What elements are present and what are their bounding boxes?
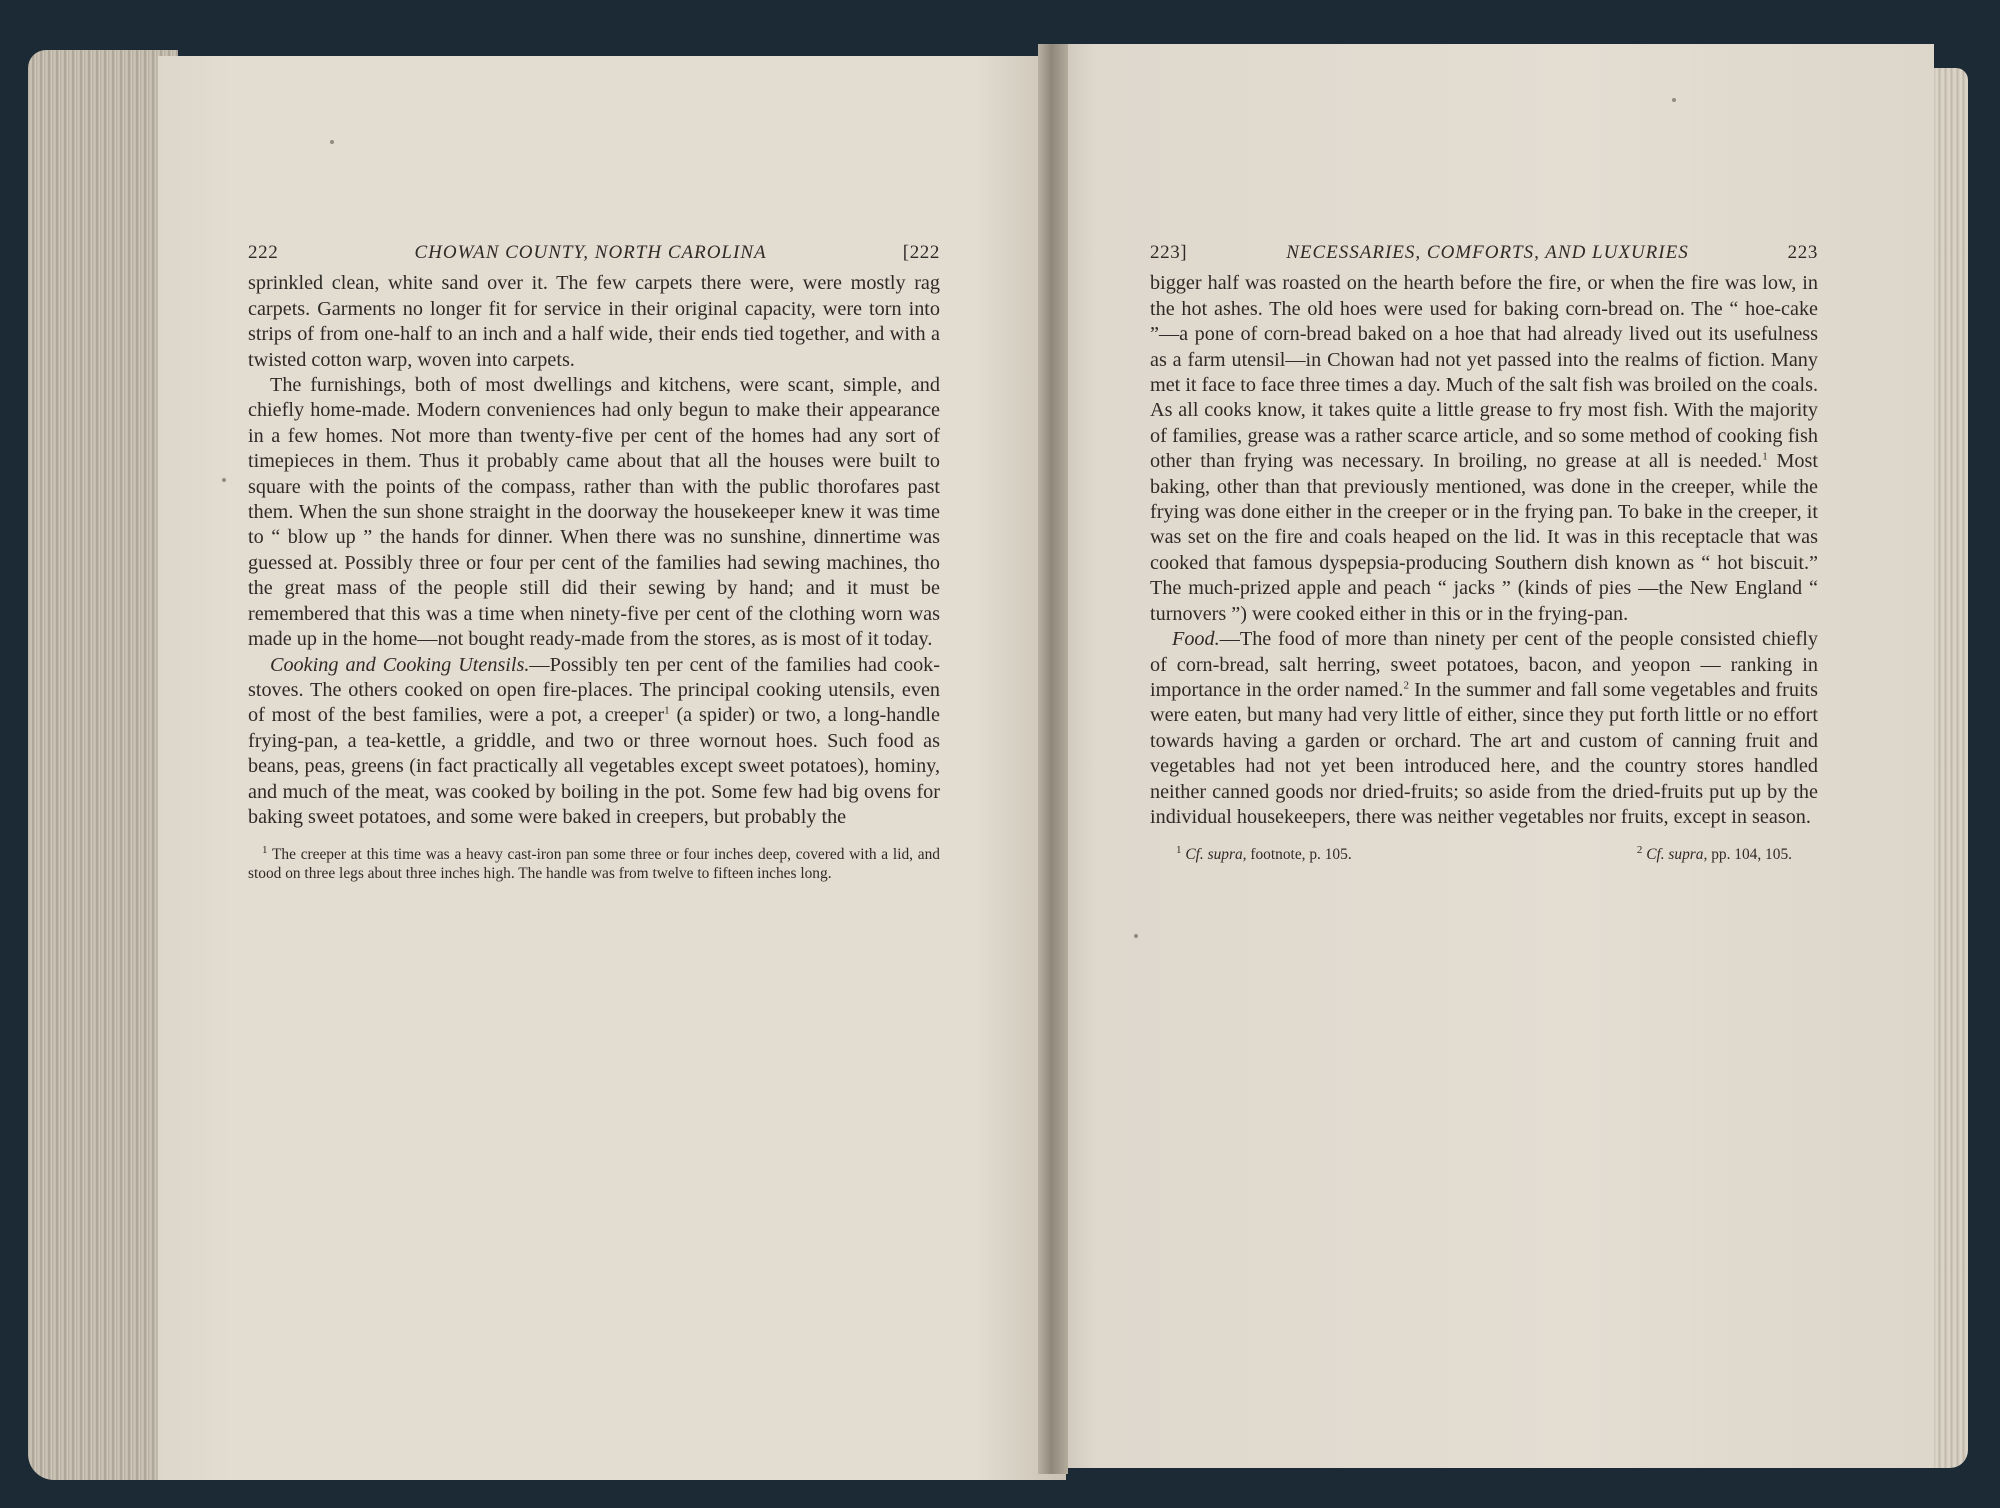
footnote: [1637, 846, 1792, 864]
left-page-number: 222: [248, 242, 279, 263]
left-running-title: CHOWAN COUNTY, NORTH CAROLINA: [414, 242, 767, 263]
right-running-head: [1150, 240, 1818, 265]
text-span: In the summer and fall some vegetables and fruits were eaten, but many had very little of either, since they put forth little or no effort towards having a garden or orchard. The art and custom of canning fruit and vegetables had not yet been introduced here, and the country stores handled neither canned goods nor dried-fruits; so aside from the dried-fruits put up by the individual housekeepers, there was neither vegetables nor fruits, except in season.: [1150, 678, 1818, 828]
paragraph-food: [1150, 627, 1818, 830]
page-edges-left: [28, 50, 178, 1480]
paper-speck: [1672, 98, 1676, 102]
footnote-ref: 2: [1403, 679, 1409, 692]
paragraph: [1150, 271, 1818, 627]
footnote-text: The creeper at this time was a heavy cast-iron pan some three or four inches deep, covered with a lid, and stood on three legs about three inches high. The handle was from twelve to fifteen inches long.: [248, 846, 940, 882]
footnote: [1176, 846, 1352, 864]
text-span: —Possibly ten per cent of the families had cook-stoves. The others cooked on open fire-places. The principal cooking utensils, even of most of the best families, were a pot, a creeper: [248, 653, 940, 727]
footnote-marker: 1: [262, 844, 268, 857]
right-running-title: NECESSARIES, COMFORTS, AND LUXURIES: [1286, 242, 1689, 263]
paragraph: sprinkled clean, white sand over it. The few carpets there were, were mostly rag carpets. Garments no longer fit for service in their original capacity, were torn into strips of from one-half to an inch and a half wide, their ends tied together, and with a twisted cotton warp, woven into carpets.: [248, 272, 940, 371]
right-page-number: 223: [1787, 242, 1818, 263]
text-span: (a spider) or two, a long-handle frying-pan, a tea-kettle, a griddle, and two or three wornout hoes. Such food as beans, peas, greens (in fact practically all vegetables except sweet potatoes), hominy, and much of the meat, was cooked by boiling in the pot. Some few had big ovens for baking sweet potatoes, and some were baked in creepers, but probably the: [248, 704, 941, 828]
footnote-italic: Cf. supra,: [1185, 846, 1247, 864]
text-span: Most baking, other than that previously mentioned, was done in the creeper, while the frying was done either in the creeper or in the frying pan. To bake in the creeper, it was set on the fire and coals heaped on the lid. It was in this receptacle that was cooked that famous dyspepsia-producing Southern dish known as “ hot biscuit.” The much-prized apple and peach “ jacks ” (kinds of pies —the New England “ turnovers ”) were cooked either in this or in the frying-pan.: [1150, 450, 1818, 625]
text-span: bigger half was roasted on the hearth before the fire, or when the fire was low, in the hot ashes. The old hoes were used for baking corn-bread on. The “ hoe-cake ”—a pone of corn-bread baked on a hoe that had already lived out its usefulness as a farm utensil—in Chowan had not yet passed into the realms of fiction. Many met it face to face three times a day. Much of the salt fish was broiled on the coals. As all cooks know, it takes quite a little grease to fry most fish. With the majority of families, grease was a rather scarce article, and so some method of cooking fish other than frying was necessary. In broiling, no grease at all is needed.: [1150, 272, 1819, 473]
left-footnotes: [248, 846, 940, 883]
footnote-marker: 1: [1176, 844, 1182, 857]
right-bracket-number: 223]: [1150, 242, 1188, 263]
left-bracket-number: [222: [902, 242, 940, 263]
footnote-ref: 1: [1762, 450, 1768, 463]
footnote-text: footnote, p. 105.: [1246, 846, 1352, 864]
paragraph: The furnishings, both of most dwellings and kitchens, were scant, simple, and chiefly home-made. Modern conveniences had only begun to make their appearance in a few homes. Not more than twenty-five per cent of the homes had any sort of timepieces in them. Thus it probably came about that all the houses were built to square with the points of the compass, rather than with the public thorofares past them. When the sun shone straight in the doorway the housekeeper knew it was time to “ blow up ” the hands for dinner. When there was no sunshine, dinnertime was guessed at. Possibly three or four per cent of the families had sewing machines, tho the great mass of the people still did their sewing by hand; and it must be remembered that this was a time when ninety-five per cent of the clothing worn was made up in the home—not bought ready-made from the stores, as is most of it today.: [248, 374, 940, 651]
subheading-food: Food.: [1172, 628, 1220, 651]
left-page-text: [248, 240, 940, 883]
paper-speck: [1134, 934, 1138, 938]
book-gutter: [1038, 44, 1068, 1474]
footnote-marker: 2: [1636, 844, 1643, 857]
right-footnotes: [1150, 846, 1818, 864]
subheading-cooking: Cooking and Cooking Utensils.: [270, 653, 530, 676]
page-edges-right: [1928, 68, 1968, 1468]
paragraph-cooking: [248, 653, 940, 831]
text-span: —The food of more than ninety per cent of the people consisted chiefly of corn-bread, salt herring, sweet potatoes, bacon, and yeopon — ranking in importance in the order named.: [1150, 628, 1818, 701]
footnote: [248, 846, 940, 883]
left-running-head: [248, 240, 940, 265]
paper-speck: [330, 140, 334, 144]
paper-speck: [222, 478, 226, 482]
footnote-text: pp. 104, 105.: [1707, 846, 1792, 864]
footnote-ref: 1: [664, 704, 670, 717]
footnote-italic: Cf. supra,: [1646, 846, 1708, 864]
right-page-text: [1150, 240, 1818, 865]
